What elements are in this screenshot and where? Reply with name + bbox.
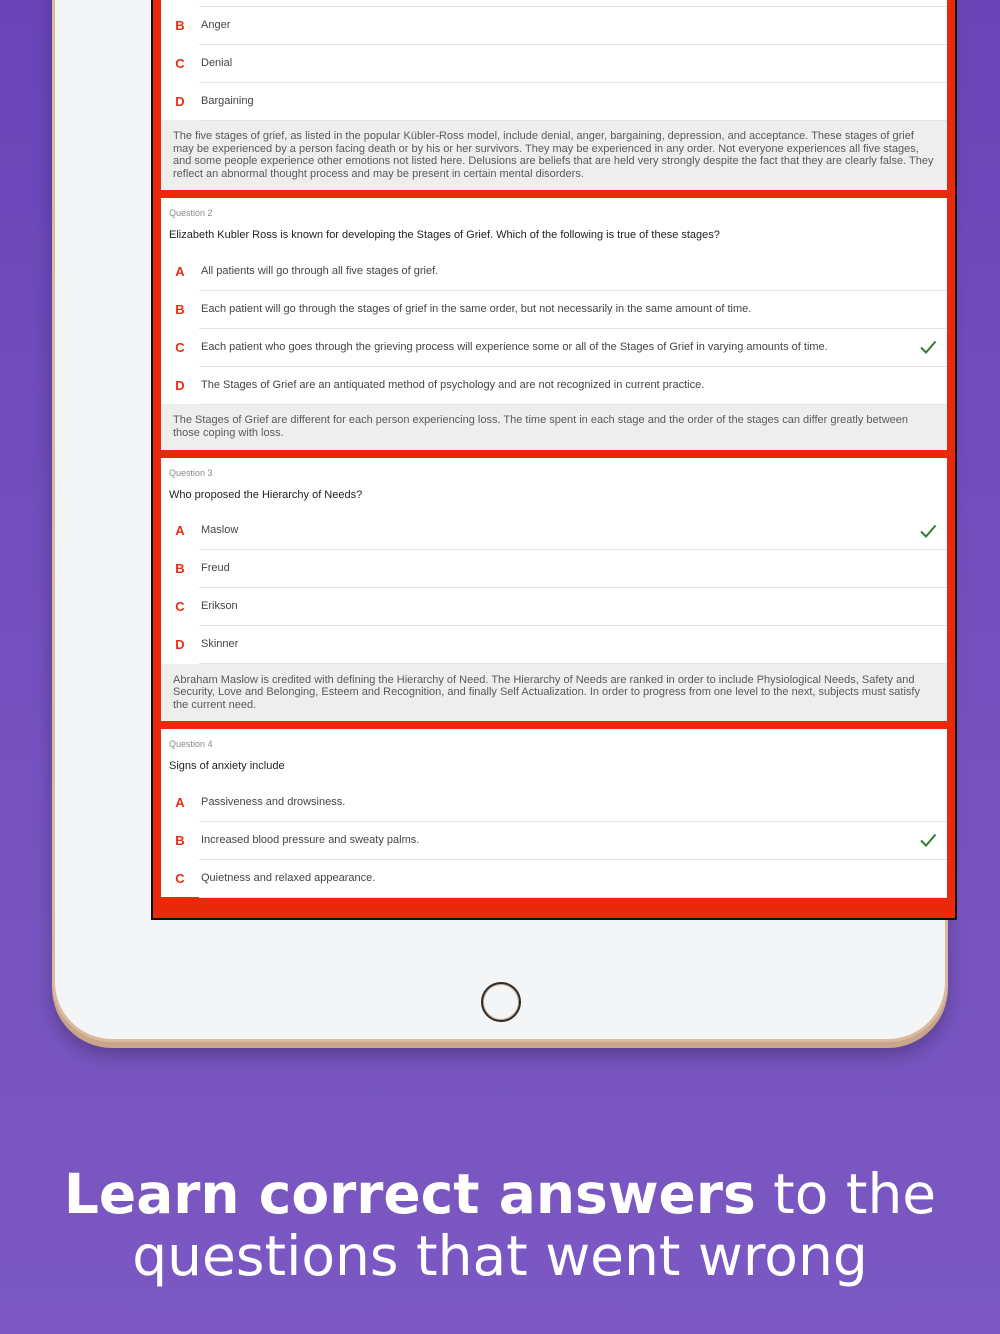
option-text: Each patient will go through the stages of grief in the same order, but not necessarily in the same amount of time. — [199, 290, 947, 329]
option-text: Anger — [199, 6, 947, 45]
caption-bold: Learn correct answers — [63, 1162, 756, 1226]
option-letter: B — [175, 301, 185, 317]
answer-option[interactable] — [161, 44, 947, 82]
home-button-icon[interactable] — [481, 982, 521, 1022]
answer-option[interactable] — [161, 588, 947, 626]
option-text: Skinner — [199, 625, 947, 664]
answer-option[interactable] — [161, 290, 947, 328]
option-text: All patients will go through all five stages of grief. — [199, 252, 947, 291]
answer-option[interactable] — [161, 626, 947, 664]
option-letter: C — [175, 870, 185, 886]
option-letter: B — [175, 17, 185, 33]
option-letter: A — [175, 263, 185, 279]
question-card — [161, 729, 947, 897]
option-letter: A — [175, 523, 185, 539]
option-letter: D — [175, 377, 185, 393]
option-letter: D — [175, 93, 185, 109]
question-text: Elizabeth Kubler Ross is known for developing the Stages of Grief. Which of the following is true of these stages? — [169, 229, 720, 242]
check-icon — [919, 522, 937, 540]
check-icon — [919, 338, 937, 356]
answer-option[interactable] — [161, 783, 947, 821]
option-letter: C — [175, 599, 185, 615]
quiz-review-list[interactable] — [153, 0, 955, 918]
answer-option[interactable] — [161, 550, 947, 588]
answer-option[interactable] — [161, 82, 947, 120]
caption-line-2: questions that went wrong — [132, 1224, 868, 1288]
answer-explanation: The Stages of Grief are different for each person experiencing loss. The time spent in each stage and the order of the stages can differ greatly between those coping with loss. — [161, 404, 947, 449]
option-text: Erikson — [199, 587, 947, 626]
answer-option[interactable] — [161, 366, 947, 404]
option-letter: B — [175, 561, 185, 577]
caption-line-1 — [0, 1163, 1000, 1225]
option-text: Passiveness and drowsiness. — [199, 783, 947, 822]
answer-option[interactable] — [161, 252, 947, 290]
tablet-screen — [151, 0, 957, 920]
question-text: Who proposed the Hierarchy of Needs? — [169, 488, 363, 501]
option-text: Increased blood pressure and sweaty palms. — [199, 821, 947, 860]
answer-option[interactable] — [161, 6, 947, 44]
question-number: Question 4 — [169, 739, 213, 750]
option-text: Each patient who goes through the grieving process will experience some or all of the Stages of Grief in varying amounts of time. — [199, 328, 947, 367]
answer-explanation: The five stages of grief, as listed in the popular Kübler-Ross model, include denial, anger, bargaining, depression, and acceptance. These stages of grief may be experienced by a person facing death or by his or her survivors. They may be experienced in any order. Not everyone experiences all five stages, and some people experience other emotions not listed here. Delusions are beliefs that are held very strongly despite the fact that they are clearly false. They reflect an abnormal thought process and may be present in certain mental disorders. — [161, 120, 947, 190]
option-letter: C — [175, 55, 185, 71]
question-text: Signs of anxiety include — [169, 760, 285, 773]
option-text: Bargaining — [199, 82, 947, 121]
question-number: Question 3 — [169, 467, 213, 478]
question-card — [161, 458, 947, 722]
tablet-frame — [52, 0, 948, 1042]
answer-option[interactable] — [161, 859, 947, 897]
answer-option[interactable] — [161, 328, 947, 366]
question-card — [161, 198, 947, 449]
answer-option[interactable] — [161, 512, 947, 550]
question-number: Question 2 — [169, 208, 213, 219]
caption-rest: to the — [755, 1162, 937, 1226]
option-text: Freud — [199, 549, 947, 588]
answer-explanation: Abraham Maslow is credited with defining the Hierarchy of Need. The Hierarchy of Needs are ranked in order to include Physiological Needs, Safety and Security, Love and Belonging, Esteem and Recognition, and finally Self Actualization. In order to progress from one level to the next, subjects must satisfy the current need. — [161, 664, 947, 722]
option-text: Denial — [199, 44, 947, 83]
option-text: Quietness and relaxed appearance. — [199, 859, 947, 898]
check-icon — [919, 831, 937, 849]
option-letter: A — [175, 794, 185, 810]
question-card — [161, 0, 947, 190]
option-letter: C — [175, 339, 185, 355]
option-text: Maslow — [199, 511, 947, 550]
option-text: The Stages of Grief are an antiquated method of psychology and are not recognized in current practice. — [199, 366, 947, 405]
option-letter: D — [175, 637, 185, 653]
option-letter: B — [175, 832, 185, 848]
answer-option[interactable] — [161, 821, 947, 859]
